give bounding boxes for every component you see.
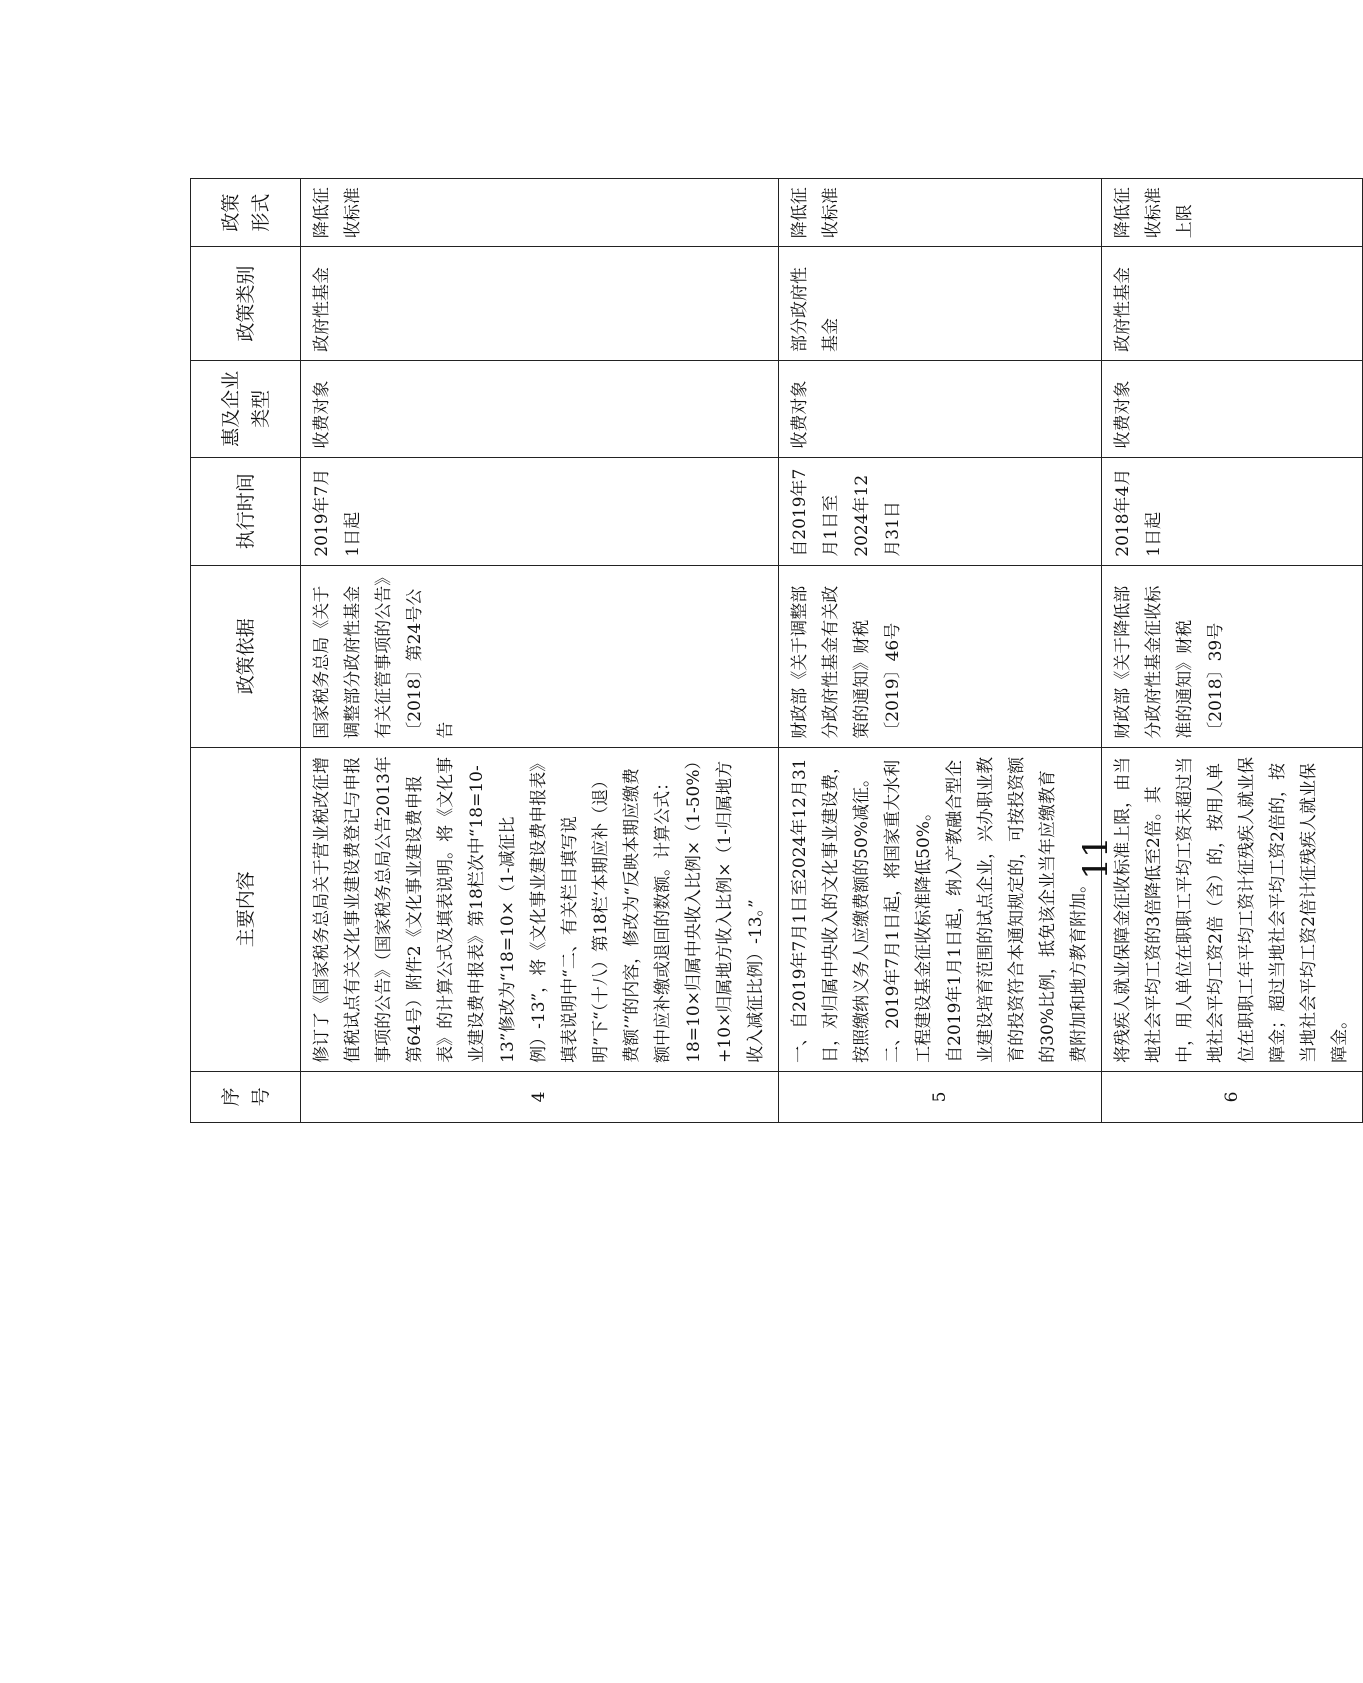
row-category: 政府性基金: [301, 247, 779, 361]
row-seq: 6: [1102, 1071, 1363, 1122]
row-seq: 4: [301, 1071, 779, 1122]
row-time: 自2019年7月1日至2024年12月31日: [779, 457, 1102, 565]
policy-table: [190, 178, 1363, 1123]
row-content: [301, 747, 779, 1071]
row-target: 收费对象: [779, 361, 1102, 458]
row-content: [1102, 747, 1363, 1071]
table-row: [1102, 179, 1363, 1123]
row-basis: 财政部《关于调整部分政府性基金有关政策的通知》财税〔2019〕46号: [779, 565, 1102, 747]
row-target: 收费对象: [301, 361, 779, 458]
content-paragraph: 二、2019年7月1日起，将国家重大水利工程建设基金征收标准降低50%。: [883, 759, 934, 1063]
header-time: 执行时间: [191, 457, 301, 565]
header-target: 惠及企业类型: [191, 361, 301, 458]
row-form: 降低征收标准: [779, 179, 1102, 247]
header-content: 主要内容: [191, 747, 301, 1071]
row-form: 降低征收标准上限: [1102, 179, 1363, 247]
row-category: 政府性基金: [1102, 247, 1363, 361]
row-time: 2019年7月1日起: [301, 457, 779, 565]
content-paragraph: 一、自2019年7月1日至2024年12月31日，对归属中央收入的文化事业建设费，按照缴纳义务人应缴费额的50%减征。: [790, 756, 872, 1063]
row-content: [779, 747, 1102, 1071]
header-form: 政策形式: [191, 179, 301, 247]
row-time: 2018年4月1日起: [1102, 457, 1363, 565]
table-header-row: [191, 179, 301, 1123]
header-basis: 政策依据: [191, 565, 301, 747]
row-target: 收费对象: [1102, 361, 1363, 458]
header-category: 政策类别: [191, 247, 301, 361]
page-number: 11: [1076, 836, 1116, 880]
row-seq: 5: [779, 1071, 1102, 1122]
table-row: [779, 179, 1102, 1123]
content-paragraph: 将残疾人就业保障金征收标准上限，由当地社会平均工资的3倍降低至2倍。其中，用人单位在职职工平均工资未超过当地社会平均工资2倍（含）的，按用人单位在职职工年平均工资计征残疾人就业保障金；超过当地社会平均工资2倍的，按当地社会平均工资2倍计征残疾人就业保障金。: [1113, 756, 1350, 1063]
row-form: 降低征收标准: [301, 179, 779, 247]
table-row: [301, 179, 779, 1123]
header-seq: 序号: [191, 1071, 301, 1122]
row-basis: 国家税务总局《关于调整部分政府性基金有关征管事项的公告》〔2018〕第24号公告: [301, 565, 779, 747]
content-paragraph: 自2019年1月1日起，纳入产教融合型企业建设培育范围的试点企业，兴办职业教育的投资符合本通知规定的，可按投资额的30%比例，抵免该企业当年应缴教育费附加和地方教育附加。: [945, 756, 1089, 1063]
row-basis: 财政部《关于降低部分政府性基金征收标准的通知》财税〔2018〕39号: [1102, 565, 1363, 747]
content-paragraph: 修订了《国家税务总局关于营业税改征增值税试点有关文化事业建设费登记与申报事项的公告》（国家税务总局公告2013年第64号）附件2《文化事业建设费申报表》的计算公式及填表说明。将《文化事业建设费申报表》第18栏次中“18=10-13”修改为“18=10×（1-减征比例）-13”，将《文化事业建设费申报表》填表说明中“二、有关栏目填写说明”下“（十八）第18栏‘本期应补（退）费额’”的内容，修改为“反映本期应缴费额中应补缴或退回的数额。计算公式：18=10×归属中央收入比例×（1-50%）+10×归属地方收入比例×（1-归属地方收入减征比例）-13。”: [312, 756, 766, 1063]
row-category: 部分政府性基金: [779, 247, 1102, 361]
